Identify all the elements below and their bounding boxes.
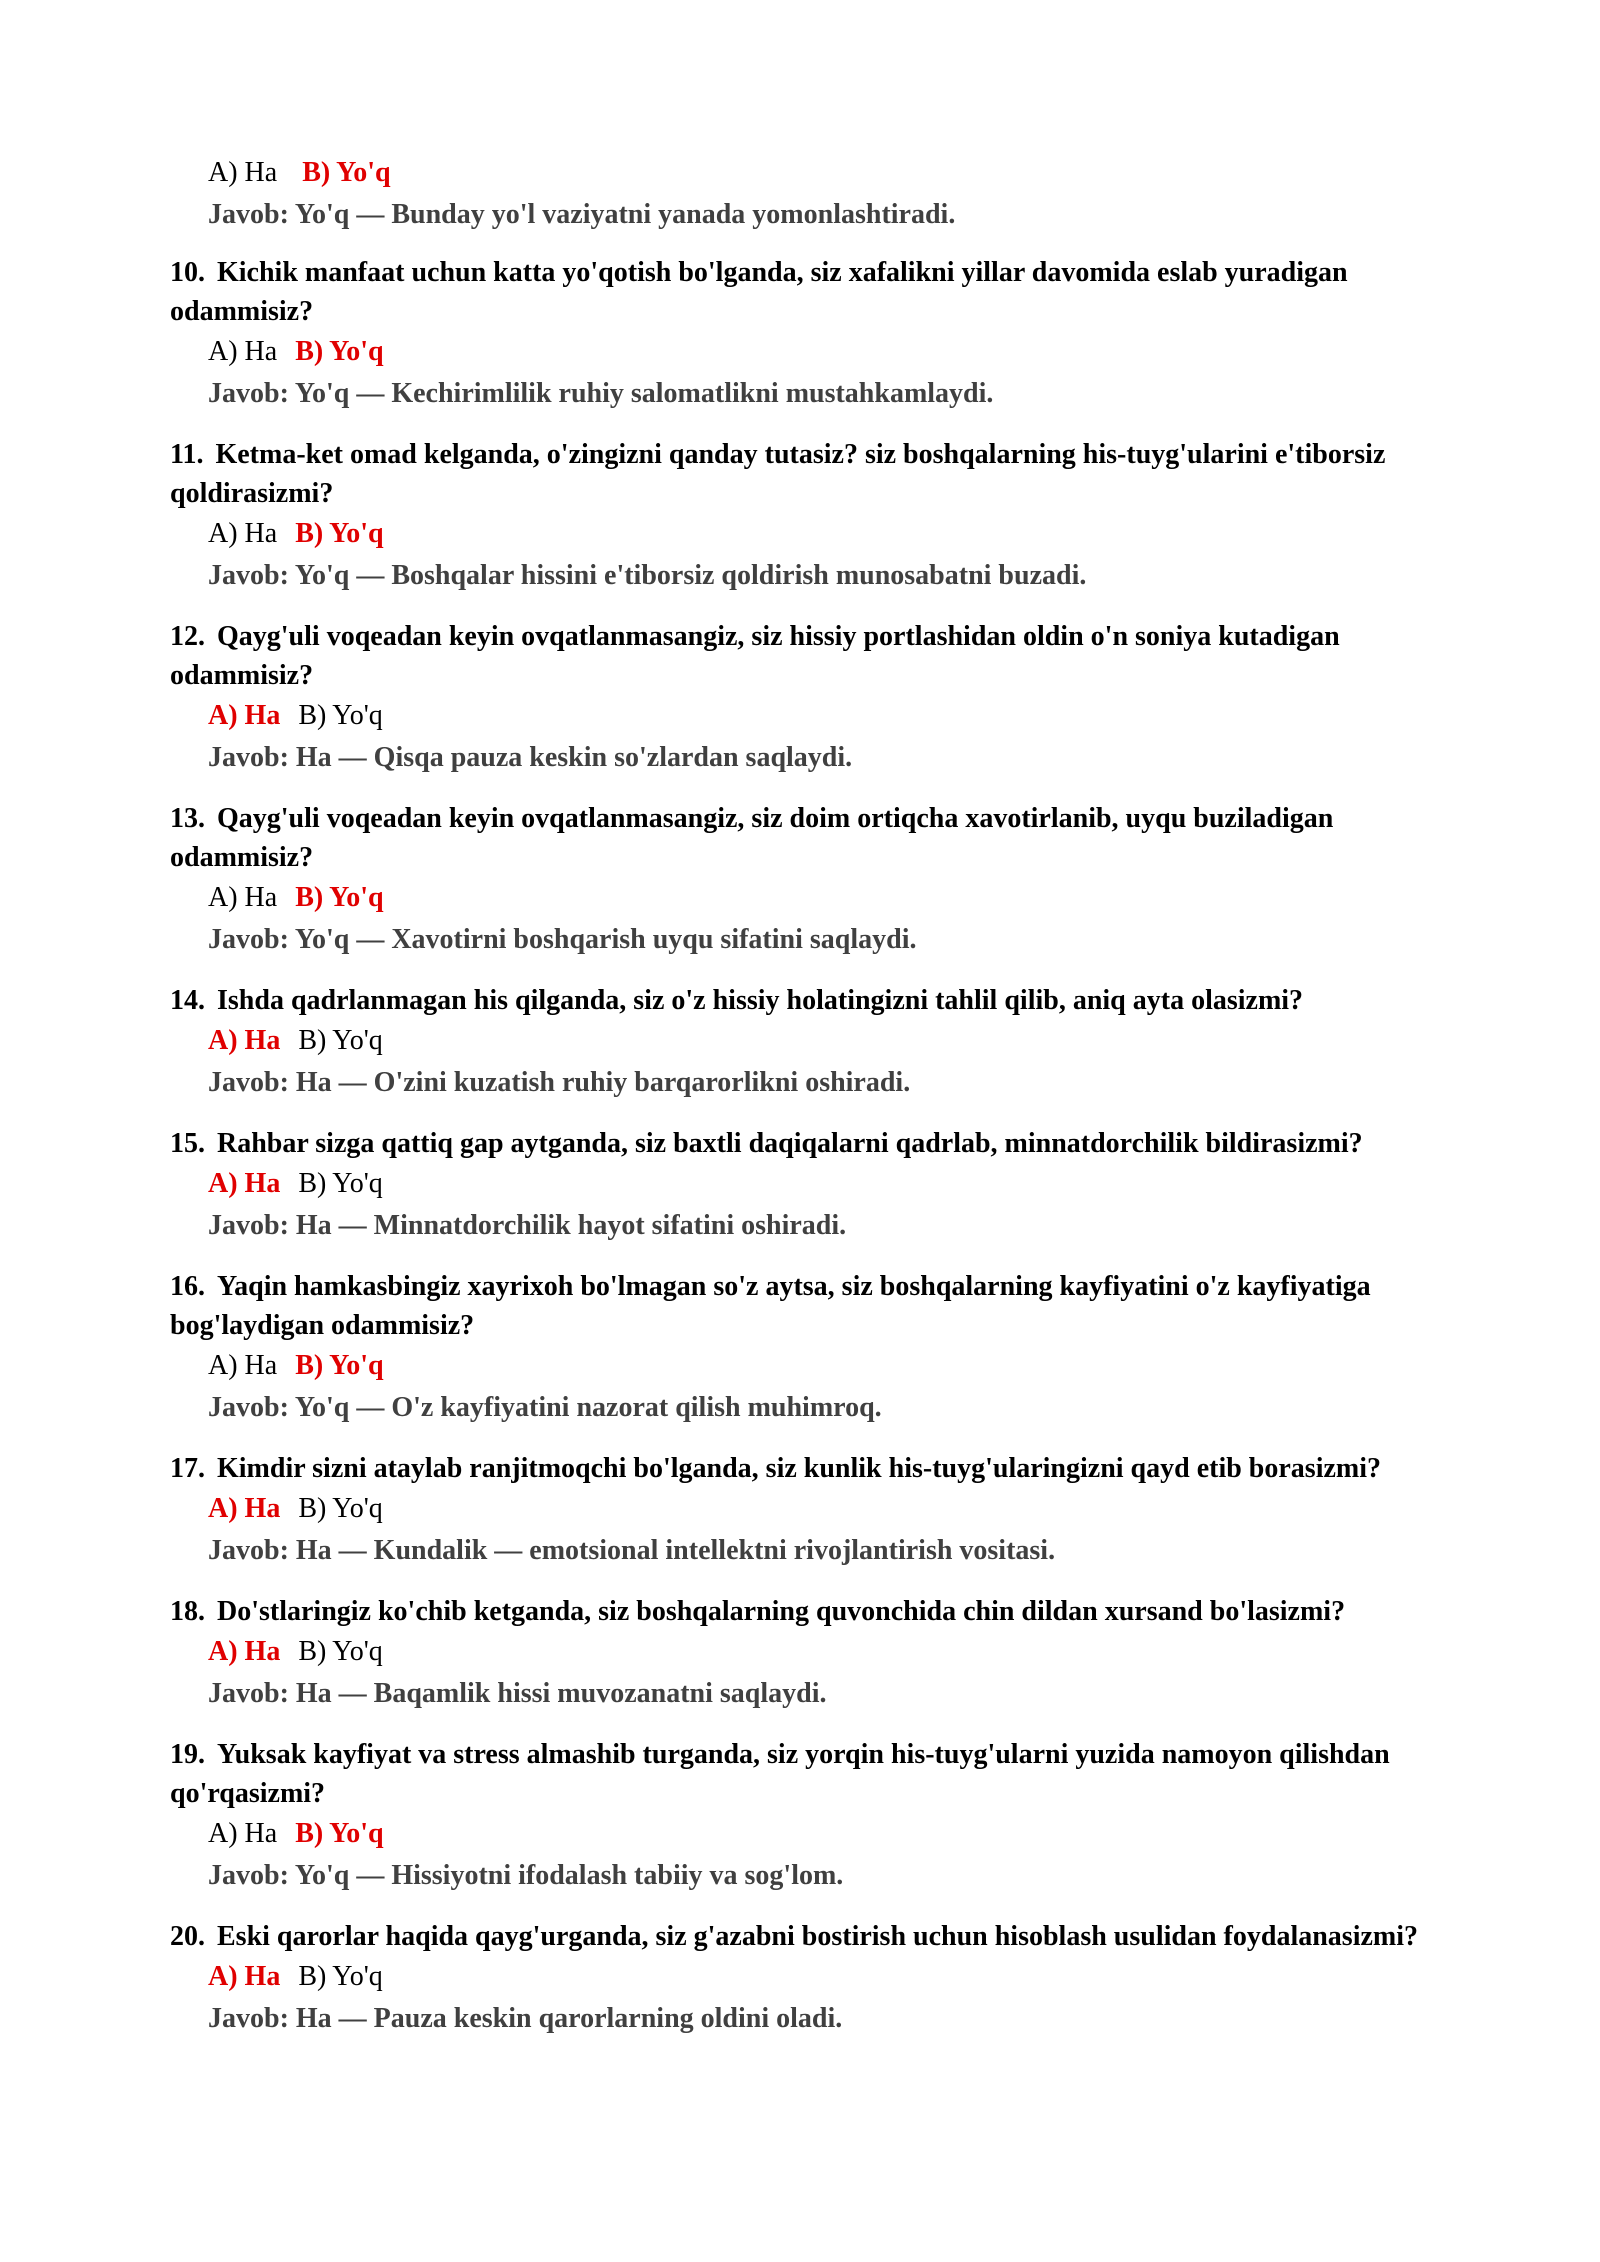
question-number: 15.	[170, 1128, 205, 1159]
question-item	[0, 253, 1600, 415]
question-number: 11.	[170, 439, 204, 470]
answer-options	[208, 331, 1600, 373]
question-text	[170, 1267, 1460, 1345]
question-text	[170, 435, 1460, 513]
answer-options	[208, 1163, 1600, 1205]
answer-options	[208, 152, 1600, 194]
question-text	[170, 1124, 1460, 1163]
option-a: A) Ha	[208, 1025, 281, 1056]
answer-options	[208, 513, 1600, 555]
option-b: B) Yo'q	[295, 518, 384, 549]
question-number: 17.	[170, 1453, 205, 1484]
question-label: Ishda qadrlanmagan his qilganda, siz o'z hissiy holatingizni tahlil qilib, aniq ayta olasizmi?	[217, 985, 1304, 1016]
option-a: A) Ha	[208, 336, 278, 367]
question-text	[170, 1735, 1460, 1813]
option-b: B) Yo'q	[295, 882, 384, 913]
question-number: 12.	[170, 621, 205, 652]
question-text	[170, 981, 1460, 1020]
answer-explanation: Javob: Yo'q — O'z kayfiyatini nazorat qilish muhimroq.	[208, 1392, 882, 1423]
question-label: Yuksak kayfiyat va stress almashib turganda, siz yorqin his-tuyg'ularni yuzida namoyon qilishdan qo'rqasizmi?	[170, 1739, 1390, 1809]
answer-explanation: Javob: Ha — O'zini kuzatish ruhiy barqarorlikni oshiradi.	[208, 1067, 911, 1098]
question-9-tail	[0, 152, 1600, 236]
option-b: B) Yo'q	[298, 1025, 383, 1056]
option-a: A) Ha	[208, 1350, 278, 1381]
question-number: 18.	[170, 1596, 205, 1627]
answer-explanation: Javob: Yo'q — Hissiyotni ifodalash tabiiy va sog'lom.	[208, 1860, 844, 1891]
answer-explanation: Javob: Ha — Minnatdorchilik hayot sifatini oshiradi.	[208, 1210, 847, 1241]
question-label: Kichik manfaat uchun katta yo'qotish bo'lganda, siz xafalikni yillar davomida eslab yuradigan odammisiz?	[170, 257, 1348, 327]
answer-explanation: Javob: Ha — Pauza keskin qarorlarning oldini oladi.	[208, 2003, 843, 2034]
option-a: A) Ha	[208, 700, 281, 731]
answer-options	[208, 1631, 1600, 1673]
question-text	[170, 1592, 1460, 1631]
answer-explanation: Javob: Yo'q — Kechirimlilik ruhiy salomatlikni mustahkamlaydi.	[208, 378, 994, 409]
question-label: Yaqin hamkasbingiz xayrixoh bo'lmagan so'z aytsa, siz boshqalarning kayfiyatini o'z kayfiyatiga bog'laydigan odammisiz?	[170, 1271, 1371, 1341]
question-number: 10.	[170, 257, 205, 288]
answer-options	[208, 1345, 1600, 1387]
option-b: B) Yo'q	[298, 1168, 383, 1199]
answer-options	[208, 877, 1600, 919]
question-text	[170, 253, 1460, 331]
question-item	[0, 1735, 1600, 1897]
option-b: B) Yo'q	[298, 1493, 383, 1524]
answer-options	[208, 1488, 1600, 1530]
question-item	[0, 1124, 1600, 1247]
question-item	[0, 617, 1600, 779]
option-b: B) Yo'q	[295, 1350, 384, 1381]
question-number: 16.	[170, 1271, 205, 1302]
question-label: Kimdir sizni ataylab ranjitmoqchi bo'lganda, siz kunlik his-tuyg'ularingizni qayd etib borasizmi?	[217, 1453, 1382, 1484]
question-text	[170, 1917, 1460, 1956]
question-number: 13.	[170, 803, 205, 834]
option-b: B) Yo'q	[298, 1636, 383, 1667]
question-text	[170, 1449, 1460, 1488]
question-label: Eski qarorlar haqida qayg'urganda, siz g'azabni bostirish uchun hisoblash usulidan foydalanasizmi?	[217, 1921, 1419, 1952]
option-b: B) Yo'q	[295, 1818, 384, 1849]
question-item	[0, 981, 1600, 1104]
answer-explanation: Javob: Yo'q — Bunday yo'l vaziyatni yanada yomonlashtiradi.	[208, 199, 956, 230]
option-b: B) Yo'q	[298, 1961, 383, 1992]
option-a: A) Ha	[208, 1493, 281, 1524]
option-a: A) Ha	[208, 518, 278, 549]
question-text	[170, 799, 1460, 877]
question-label: Do'stlaringiz ko'chib ketganda, siz boshqalarning quvonchida chin dildan xursand bo'lasizmi?	[217, 1596, 1346, 1627]
question-item	[0, 1267, 1600, 1429]
option-b: B) Yo'q	[302, 157, 391, 188]
option-b: B) Yo'q	[298, 700, 383, 731]
question-number: 14.	[170, 985, 205, 1016]
question-item	[0, 435, 1600, 597]
question-number: 20.	[170, 1921, 205, 1952]
option-a: A) Ha	[208, 1818, 278, 1849]
option-b: B) Yo'q	[295, 336, 384, 367]
answer-options	[208, 1956, 1600, 1998]
question-item	[0, 1592, 1600, 1715]
answer-options	[208, 1813, 1600, 1855]
question-item	[0, 799, 1600, 961]
question-text	[170, 617, 1460, 695]
question-item	[0, 1449, 1600, 1572]
question-label: Qayg'uli voqeadan keyin ovqatlanmasangiz, siz hissiy portlashidan oldin o'n soniya kutadigan odammisiz?	[170, 621, 1340, 691]
question-item	[0, 1917, 1600, 2040]
option-a: A) Ha	[208, 157, 278, 188]
question-label: Rahbar sizga qattiq gap aytganda, siz baxtli daqiqalarni qadrlab, minnatdorchilik bildirasizmi?	[217, 1128, 1363, 1159]
question-number: 19.	[170, 1739, 205, 1770]
option-a: A) Ha	[208, 1636, 281, 1667]
answer-options	[208, 695, 1600, 737]
question-label: Qayg'uli voqeadan keyin ovqatlanmasangiz, siz doim ortiqcha xavotirlanib, uyqu buziladigan odammisiz?	[170, 803, 1334, 873]
answer-explanation: Javob: Ha — Baqamlik hissi muvozanatni saqlaydi.	[208, 1678, 827, 1709]
option-a: A) Ha	[208, 1961, 281, 1992]
answer-explanation: Javob: Yo'q — Boshqalar hissini e'tiborsiz qoldirish munosabatni buzadi.	[208, 560, 1087, 591]
option-a: A) Ha	[208, 1168, 281, 1199]
answer-explanation: Javob: Yo'q — Xavotirni boshqarish uyqu sifatini saqlaydi.	[208, 924, 917, 955]
question-list	[0, 253, 1600, 2060]
option-a: A) Ha	[208, 882, 278, 913]
answer-options	[208, 1020, 1600, 1062]
answer-explanation: Javob: Ha — Kundalik — emotsional intellektni rivojlantirish vositasi.	[208, 1535, 1056, 1566]
answer-explanation: Javob: Ha — Qisqa pauza keskin so'zlardan saqlaydi.	[208, 742, 853, 773]
question-label: Ketma-ket omad kelganda, o'zingizni qanday tutasiz? siz boshqalarning his-tuyg'ularini e'tiborsiz qoldirasizmi?	[170, 439, 1386, 509]
